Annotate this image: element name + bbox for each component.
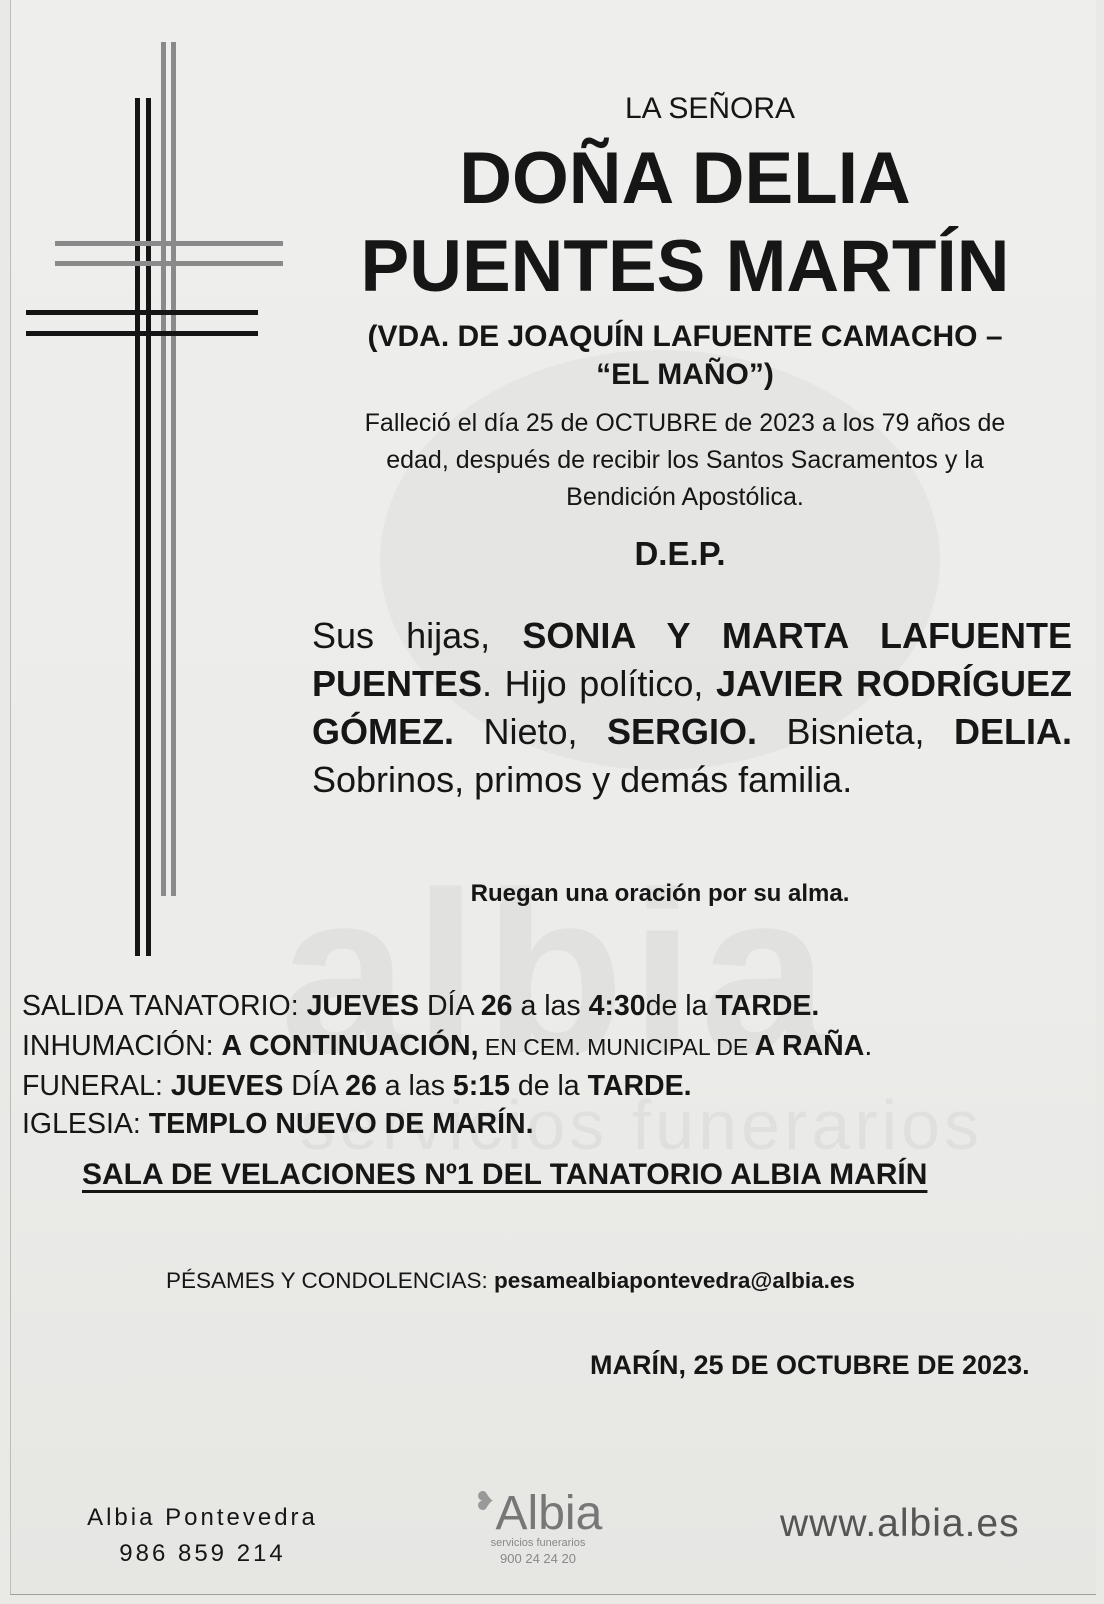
family-text: Bisnieta, — [756, 711, 954, 752]
iglesia-label: IGLESIA: — [22, 1108, 149, 1140]
funeral-label: FUNERAL: — [22, 1070, 171, 1102]
albia-logo — [438, 1486, 638, 1566]
salida-tarde: TARDE. — [715, 990, 820, 1022]
funeral-text: de la — [509, 1070, 588, 1102]
condolences-email-link[interactable]: pesamealbiapontevedra@albia.es — [494, 1268, 855, 1293]
place-date: MARÍN, 25 DE OCTUBRE DE 2023. — [590, 1350, 1030, 1380]
iglesia-line — [22, 1104, 534, 1144]
widow-of — [315, 318, 1055, 394]
inhumacion-end: . — [864, 1030, 873, 1062]
salida-day: JUEVES — [306, 990, 420, 1022]
family-text: Sobrinos, primos y demás familia. — [312, 759, 853, 800]
inhumacion-line — [22, 1026, 872, 1067]
funeral-line — [22, 1066, 692, 1106]
salida-date: 26 — [480, 990, 513, 1022]
inhumacion-place: A RAÑA — [754, 1030, 865, 1062]
family-text: Sus hijas, — [312, 615, 523, 656]
iglesia-value: TEMPLO NUEVO DE MARÍN. — [148, 1108, 534, 1140]
funeral-text: a las — [376, 1070, 453, 1102]
salida-text: DÍA — [419, 990, 481, 1022]
salida-label: SALIDA TANATORIO: — [22, 990, 307, 1022]
family-text: . Hijo político, — [482, 663, 716, 704]
funeral-text: DÍA — [283, 1070, 346, 1102]
inhumacion-text: EN CEM. MUNICIPAL DE — [478, 1034, 755, 1060]
death-notice-line3: Bendición Apostólica. — [566, 483, 804, 511]
funeral-time: 5:15 — [452, 1070, 510, 1102]
family-text: Nieto, — [454, 711, 607, 752]
family-daughters: SONIA Y MARTA LAFUENTE PUENTES — [312, 615, 1072, 704]
office-phone[interactable]: 986 859 214 — [119, 1540, 286, 1567]
salida-time: 4:30 — [588, 990, 646, 1022]
office-name: Albia Pontevedra — [87, 1504, 318, 1531]
salida-line — [22, 986, 819, 1026]
logo-phone: 900 24 24 20 — [500, 1551, 576, 1566]
death-notice-line2: edad, después de recibir los Santos Sacramentos y la — [386, 446, 984, 474]
death-notice — [305, 405, 1065, 516]
title-prefix: LA SEÑORA — [624, 92, 796, 125]
family-paragraph — [312, 612, 1072, 804]
albia-heart-icon: ❥ — [473, 1486, 496, 1516]
funeral-day: JUEVES — [170, 1070, 284, 1102]
logo-subtitle: servicios funerarios — [490, 1537, 586, 1549]
deceased-name — [300, 135, 1070, 311]
death-notice-line1: Falleció el día 25 de OCTUBRE de 2023 a los 79 años de — [364, 409, 1006, 437]
deceased-name-line1: DOÑA DELIA — [459, 138, 911, 219]
prayer-request: Ruegan una oración por su alma. — [470, 880, 850, 907]
family-great-granddaughter: DELIA. — [953, 711, 1072, 752]
funeral-tarde: TARDE. — [587, 1070, 692, 1102]
viewing-room: SALA DE VELACIONES Nº1 DEL TANATORIO ALBIA MARÍN — [82, 1158, 928, 1191]
funeral-date: 26 — [345, 1070, 377, 1102]
condolences-label: PÉSAMES Y CONDOLENCIAS: — [166, 1268, 495, 1293]
widow-of-line1: (VDA. DE JOAQUÍN LAFUENTE CAMACHO – — [367, 320, 1003, 353]
website-link[interactable]: www.albia.es — [780, 1502, 1020, 1545]
deceased-name-line2: PUENTES MARTÍN — [360, 226, 1010, 307]
family-son-in-law: JAVIER RODRÍGUEZ GÓMEZ. — [312, 663, 1072, 752]
salida-text: a las — [512, 990, 589, 1022]
inhumacion-label: INHUMACIÓN: — [22, 1030, 222, 1062]
condolences-line — [166, 1268, 855, 1294]
inhumacion-value: A CONTINUACIÓN, — [221, 1030, 479, 1062]
family-grandson: SERGIO. — [606, 711, 757, 752]
widow-of-line2: “EL MAÑO”) — [596, 358, 774, 391]
office-contact — [60, 1500, 345, 1572]
salida-text: de la — [645, 990, 716, 1022]
rip-abbreviation: D.E.P. — [634, 535, 726, 572]
logo-word: Albia — [495, 1487, 603, 1540]
